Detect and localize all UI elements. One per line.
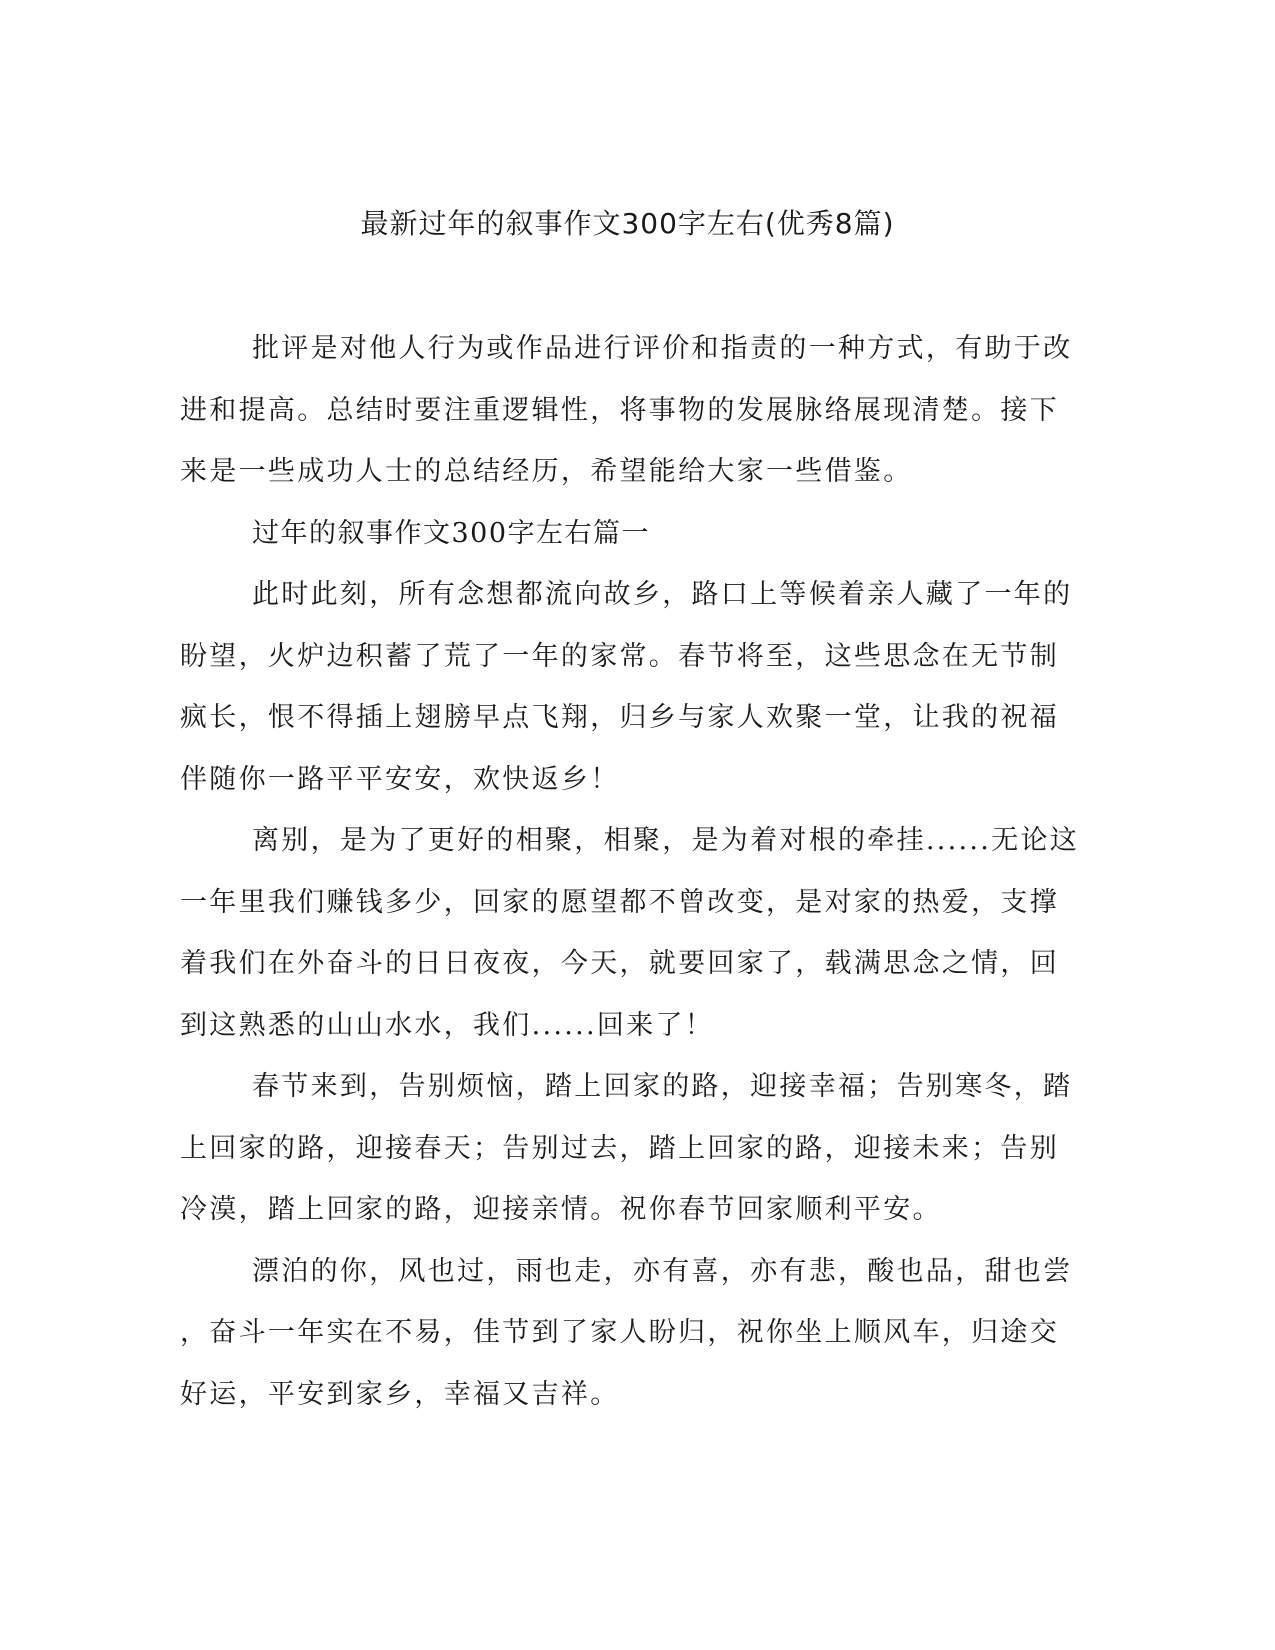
paragraph-line: 一年里我们赚钱多少，回家的愿望都不曾改变，是对家的热爱，支撑	[180, 886, 1059, 918]
paragraph-line: 漂泊的你，风也过，雨也走，亦有喜，亦有悲，酸也品，甜也尝	[252, 1255, 1073, 1287]
body-paragraph	[180, 810, 1080, 1056]
paragraph-line: 离别，是为了更好的相聚，相聚，是为着对根的牵挂......无论这	[252, 825, 1080, 856]
section-heading: 过年的叙事作文300字左右篇一	[252, 517, 651, 549]
paragraph-line: 盼望，火炉边积蓄了荒了一年的家常。春节将至，这些思念在无节制	[180, 640, 1059, 672]
document-title: 最新过年的叙事作文300字左右(优秀8篇)	[360, 207, 895, 240]
paragraph-line: 上回家的路，迎接春天；告别过去，踏上回家的路，迎接未来；告别	[180, 1132, 1059, 1164]
paragraph-line: 进和提高。总结时要注重逻辑性，将事物的发展脉络展现清楚。接下	[180, 394, 1059, 426]
paragraph-line: 此时此刻，所有念想都流向故乡，路口上等候着亲人藏了一年的	[252, 579, 1073, 610]
paragraph-line: 伴随你一路平平安安，欢快返乡！	[180, 763, 620, 795]
paragraph-line: 着我们在外奋斗的日日夜夜，今天，就要回家了，载满思念之情，回	[180, 948, 1059, 979]
document-body	[180, 318, 1080, 1425]
paragraph-line: ，奋斗一年实在不易，佳节到了家人盼归，祝你坐上顺风车，归途交	[180, 1317, 1059, 1348]
paragraph-line: 疯长，恨不得插上翅膀早点飞翔，归乡与家人欢聚一堂，让我的祝福	[180, 702, 1059, 733]
body-paragraph	[180, 1056, 1073, 1241]
paragraph-line: 好运，平安到家乡，幸福又吉祥。	[180, 1378, 620, 1410]
paragraph-line: 冷漠，踏上回家的路，迎接亲情。祝你春节回家顺利平安。	[180, 1194, 942, 1225]
paragraph-line: 来是一些成功人士的总结经历，希望能给大家一些借鉴。	[180, 456, 913, 487]
paragraph-line: 春节来到，告别烦恼，踏上回家的路，迎接幸福；告别寒冬，踏	[252, 1071, 1073, 1102]
body-paragraph	[180, 564, 1073, 810]
paragraph-line: 到这熟悉的山山水水，我们......回来了！	[180, 1009, 715, 1041]
paragraph-line: 批评是对他人行为或作品进行评价和指责的一种方式，有助于改	[252, 333, 1073, 364]
body-paragraph	[180, 1241, 1073, 1426]
intro-paragraph	[180, 318, 1073, 503]
